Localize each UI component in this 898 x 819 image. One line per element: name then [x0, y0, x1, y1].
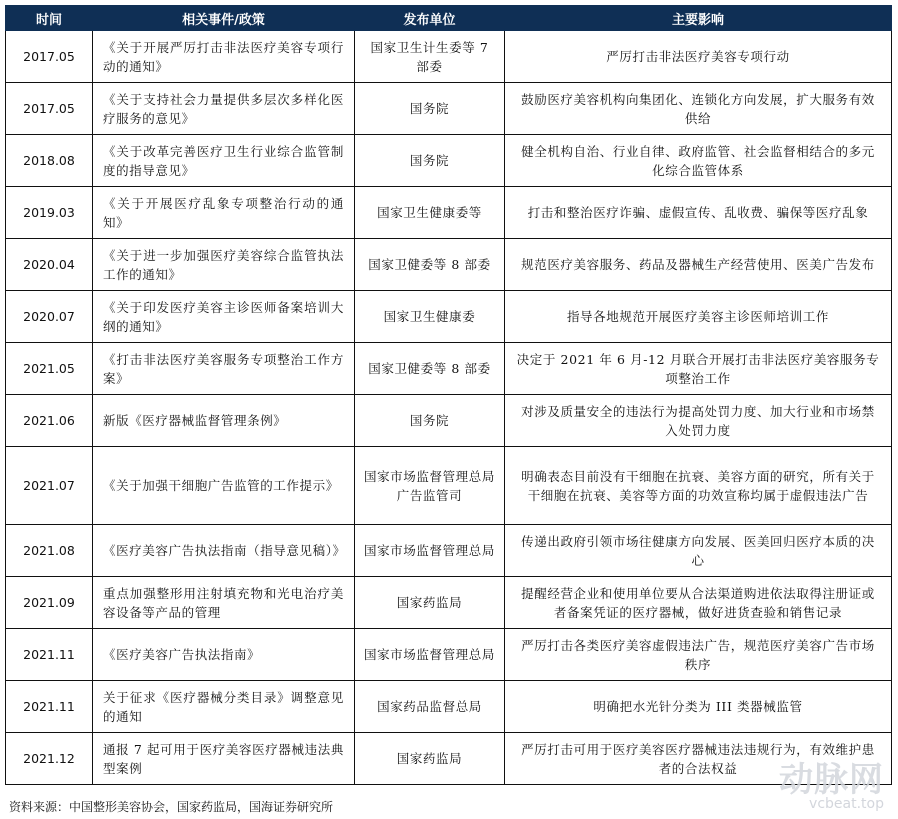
- row-time: 2020.07: [6, 291, 93, 343]
- row-issuer: 国家市场监督管理总局: [355, 525, 505, 577]
- row-impact: 健全机构自治、行业自律、政府监管、社会监督相结合的多元化综合监管体系: [505, 135, 892, 187]
- table-row: [6, 681, 892, 733]
- table-row: [6, 83, 892, 135]
- row-time: 2021.11: [6, 629, 93, 681]
- row-event: 《关于开展医疗乱象专项整治行动的通知》: [93, 187, 355, 239]
- row-event: 《打击非法医疗美容服务专项整治工作方案》: [93, 343, 355, 395]
- row-issuer: 国家卫健委等 8 部委: [355, 239, 505, 291]
- table-row: [6, 343, 892, 395]
- row-issuer: 国家药监局: [355, 577, 505, 629]
- table-body: [6, 31, 892, 785]
- row-time: 2017.05: [6, 31, 93, 83]
- table-row: [6, 525, 892, 577]
- header-impact: 主要影响: [505, 6, 892, 31]
- row-impact: 明确表态目前没有干细胞在抗衰、美容方面的研究，所有关于干细胞在抗衰、美容等方面的功效宣称均属于虚假违法广告: [505, 447, 892, 525]
- row-impact: 提醒经营企业和使用单位要从合法渠道购进依法取得注册证或者备案凭证的医疗器械，做好进货查验和销售记录: [505, 577, 892, 629]
- row-time: 2021.05: [6, 343, 93, 395]
- table-header-row: [6, 6, 892, 31]
- row-impact: 明确把水光针分类为 III 类器械监管: [505, 681, 892, 733]
- row-time: 2018.08: [6, 135, 93, 187]
- row-issuer: 国家卫生健康委: [355, 291, 505, 343]
- row-impact: 决定于 2021 年 6 月-12 月联合开展打击非法医疗美容服务专项整治工作: [505, 343, 892, 395]
- row-impact: 传递出政府引领市场往健康方向发展、医美回归医疗本质的决心: [505, 525, 892, 577]
- header-time: 时间: [6, 6, 93, 31]
- row-impact: 规范医疗美容服务、药品及器械生产经营使用、医美广告发布: [505, 239, 892, 291]
- table-row: [6, 629, 892, 681]
- row-event: 通报 7 起可用于医疗美容医疗器械违法典型案例: [93, 733, 355, 785]
- table-row: [6, 395, 892, 447]
- source-note: 资料来源：中国整形美容协会，国家药监局，国海证券研究所: [9, 800, 334, 814]
- row-time: 2021.09: [6, 577, 93, 629]
- row-issuer: 国务院: [355, 83, 505, 135]
- row-issuer: 国务院: [355, 395, 505, 447]
- table-row: [6, 291, 892, 343]
- row-impact: 鼓励医疗美容机构向集团化、连锁化方向发展，扩大服务有效供给: [505, 83, 892, 135]
- row-impact: 严厉打击各类医疗美容虚假违法广告，规范医疗美容广告市场秩序: [505, 629, 892, 681]
- row-time: 2020.04: [6, 239, 93, 291]
- row-issuer: 国家市场监督管理总局广告监管司: [355, 447, 505, 525]
- row-event: 《医疗美容广告执法指南》: [93, 629, 355, 681]
- row-time: 2017.05: [6, 83, 93, 135]
- row-time: 2021.11: [6, 681, 93, 733]
- row-time: 2019.03: [6, 187, 93, 239]
- row-event: 《关于进一步加强医疗美容综合监管执法工作的通知》: [93, 239, 355, 291]
- policy-table: [5, 5, 892, 785]
- watermark-logo: 动脉网: [779, 760, 884, 800]
- row-event: 《关于印发医疗美容主诊医师备案培训大纲的通知》: [93, 291, 355, 343]
- header-event: 相关事件/政策: [93, 6, 355, 31]
- table-row: [6, 239, 892, 291]
- row-event: 《关于改革完善医疗卫生行业综合监管制度的指导意见》: [93, 135, 355, 187]
- row-time: 2021.08: [6, 525, 93, 577]
- table-row: [6, 135, 892, 187]
- row-event: 《医疗美容广告执法指南（指导意见稿）》: [93, 525, 355, 577]
- table-row: [6, 187, 892, 239]
- row-event: 新版《医疗器械监督管理条例》: [93, 395, 355, 447]
- row-impact: 指导各地规范开展医疗美容主诊医师培训工作: [505, 291, 892, 343]
- row-issuer: 国家市场监督管理总局: [355, 629, 505, 681]
- row-issuer: 国家药品监督总局: [355, 681, 505, 733]
- row-issuer: 国家卫生健康委等: [355, 187, 505, 239]
- table-row: [6, 447, 892, 525]
- row-impact: 对涉及质量安全的违法行为提高处罚力度、加大行业和市场禁入处罚力度: [505, 395, 892, 447]
- row-issuer: 国家药监局: [355, 733, 505, 785]
- row-event: 关于征求《医疗器械分类目录》调整意见的通知: [93, 681, 355, 733]
- row-issuer: 国家卫生计生委等 7 部委: [355, 31, 505, 83]
- row-event: 《关于加强干细胞广告监管的工作提示》: [93, 447, 355, 525]
- table-row: [6, 733, 892, 785]
- row-time: 2021.07: [6, 447, 93, 525]
- row-event: 《关于开展严厉打击非法医疗美容专项行动的通知》: [93, 31, 355, 83]
- row-issuer: 国务院: [355, 135, 505, 187]
- row-issuer: 国家卫健委等 8 部委: [355, 343, 505, 395]
- watermark-url: vcbeat.top: [809, 796, 884, 812]
- row-impact: 严厉打击非法医疗美容专项行动: [505, 31, 892, 83]
- row-time: 2021.06: [6, 395, 93, 447]
- row-event: 《关于支持社会力量提供多层次多样化医疗服务的意见》: [93, 83, 355, 135]
- row-time: 2021.12: [6, 733, 93, 785]
- table-row: [6, 577, 892, 629]
- row-event: 重点加强整形用注射填充物和光电治疗美容设备等产品的管理: [93, 577, 355, 629]
- table-row: [6, 31, 892, 83]
- row-impact: 严厉打击可用于医疗美容医疗器械违法违规行为，有效维护患者的合法权益: [505, 733, 892, 785]
- header-issuer: 发布单位: [355, 6, 505, 31]
- row-impact: 打击和整治医疗诈骗、虚假宣传、乱收费、骗保等医疗乱象: [505, 187, 892, 239]
